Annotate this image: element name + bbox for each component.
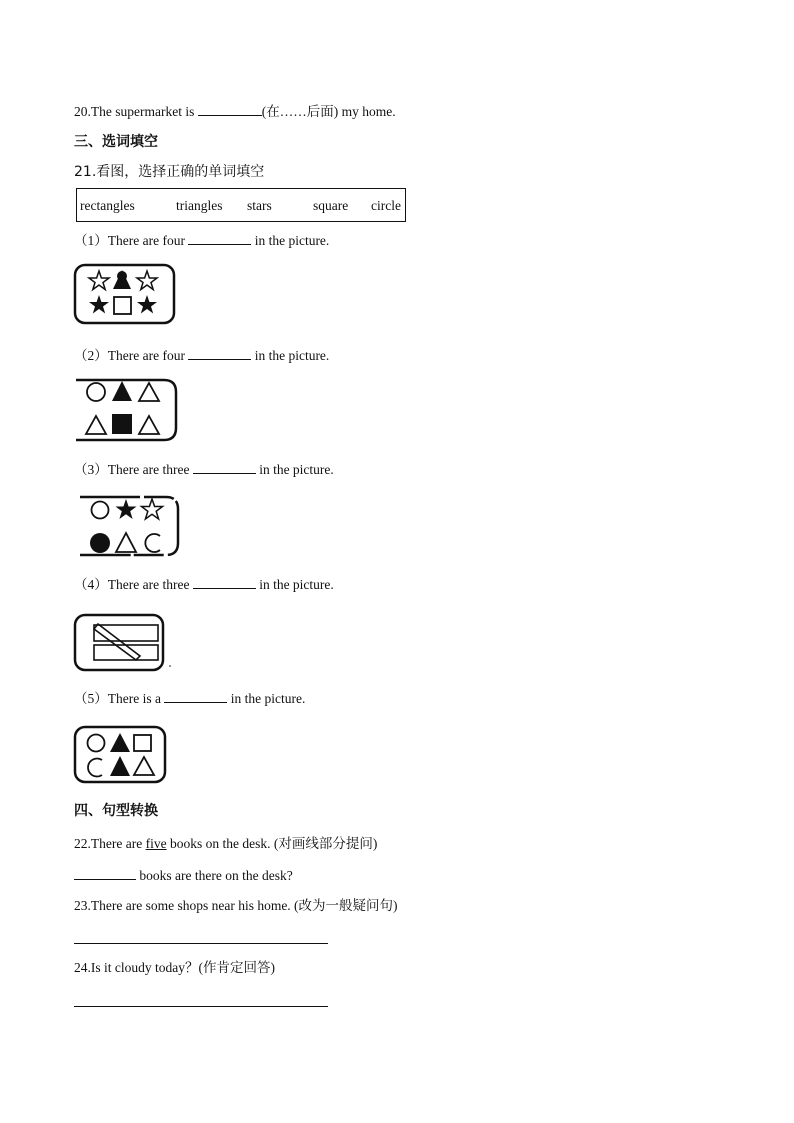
q21-item-2 <box>74 346 329 365</box>
item-5-blank[interactable] <box>164 689 227 703</box>
outline-star-icon <box>137 271 157 290</box>
item-before: There are four <box>107 233 185 248</box>
item-2-blank[interactable] <box>188 346 251 360</box>
item-3-blank[interactable] <box>193 460 256 474</box>
q21-item-4 <box>74 575 334 594</box>
q21-item-3 <box>74 460 334 479</box>
q21-item-1 <box>74 231 329 250</box>
figure-triangles <box>72 376 180 444</box>
item-after: in the picture. <box>254 348 330 363</box>
filled-star-icon <box>137 295 157 314</box>
q24-answer-line[interactable] <box>74 1006 328 1007</box>
item-number: （4） <box>74 577 108 592</box>
filled-triangle-icon <box>110 756 130 776</box>
figure-stars-square <box>72 262 178 328</box>
q20-blank[interactable] <box>198 102 262 116</box>
q20-sentence <box>74 102 396 121</box>
outline-circle-icon <box>88 735 105 752</box>
filled-star-icon <box>89 295 109 314</box>
word-square: square <box>313 198 349 213</box>
word-triangles: triangles <box>176 198 223 213</box>
q23-answer-line[interactable] <box>74 943 328 944</box>
outline-triangle-icon <box>116 533 136 552</box>
q21-item-5 <box>74 689 305 708</box>
outline-circle-icon <box>87 383 105 401</box>
outline-star-icon <box>142 499 163 519</box>
item-before: There are three <box>107 577 190 592</box>
item-after: in the picture. <box>259 577 334 592</box>
item-after: in the picture. <box>259 462 334 477</box>
q21-prompt: 21.看图，选择正确的单词填空 <box>74 164 265 180</box>
figure-rectangles <box>72 612 176 674</box>
figure-circles <box>72 494 182 560</box>
section-4-heading: 四、句型转换 <box>74 803 158 819</box>
filled-circle-icon <box>90 533 110 553</box>
figure-square <box>72 724 170 786</box>
q22-sentence <box>74 835 377 853</box>
q22-before: 22.There are <box>74 836 143 851</box>
q24-sentence: 24.Is it cloudy today？(作肯定回答) <box>74 960 275 975</box>
item-after: in the picture. <box>230 691 306 706</box>
item-1-blank[interactable] <box>188 231 251 245</box>
outline-circle-icon <box>92 502 109 519</box>
word-bank <box>76 188 406 222</box>
item-number: （3） <box>74 462 108 477</box>
q20-before: 20.The supermarket is <box>74 104 195 119</box>
outline-square-icon <box>114 297 131 314</box>
outline-triangle-icon <box>139 383 159 401</box>
outline-triangle-icon <box>139 416 159 434</box>
filled-triangle-icon <box>110 733 130 752</box>
item-number: （5） <box>74 691 108 706</box>
outline-triangle-icon <box>134 757 154 775</box>
open-circle-icon <box>88 759 102 777</box>
slanted-rectangle-icon <box>94 624 140 660</box>
word-rectangles: rectangles <box>80 198 135 213</box>
q22-answer-line <box>74 866 293 885</box>
q22-after: books on the desk. (对画线部分提问) <box>169 836 378 851</box>
open-circle-icon <box>145 534 160 552</box>
item-number: （2） <box>74 348 108 363</box>
filled-triangle-icon <box>112 381 132 401</box>
q22-blank[interactable] <box>74 866 136 880</box>
word-circle: circle <box>371 198 401 213</box>
q22-answer-after: books are there on the desk? <box>139 868 293 883</box>
item-before: There are three <box>107 462 190 477</box>
item-4-blank[interactable] <box>193 575 256 589</box>
item-before: There is a <box>107 691 161 706</box>
item-after: in the picture. <box>254 233 330 248</box>
filled-square-icon <box>112 414 132 434</box>
filled-star-icon <box>116 499 137 519</box>
outline-square-icon <box>134 735 151 751</box>
section-3-heading: 三、选词填空 <box>74 134 158 150</box>
outline-triangle-icon <box>86 416 106 434</box>
outline-star-icon <box>89 271 109 290</box>
q23-sentence: 23.There are some shops near his home. (改为一般疑问句) <box>74 898 398 913</box>
q20-after: (在……后面) my home. <box>261 104 396 119</box>
word-stars: stars <box>247 198 272 213</box>
item-before: There are four <box>107 348 185 363</box>
item-number: （1） <box>74 233 108 248</box>
q22-underlined-word: five <box>145 836 167 851</box>
